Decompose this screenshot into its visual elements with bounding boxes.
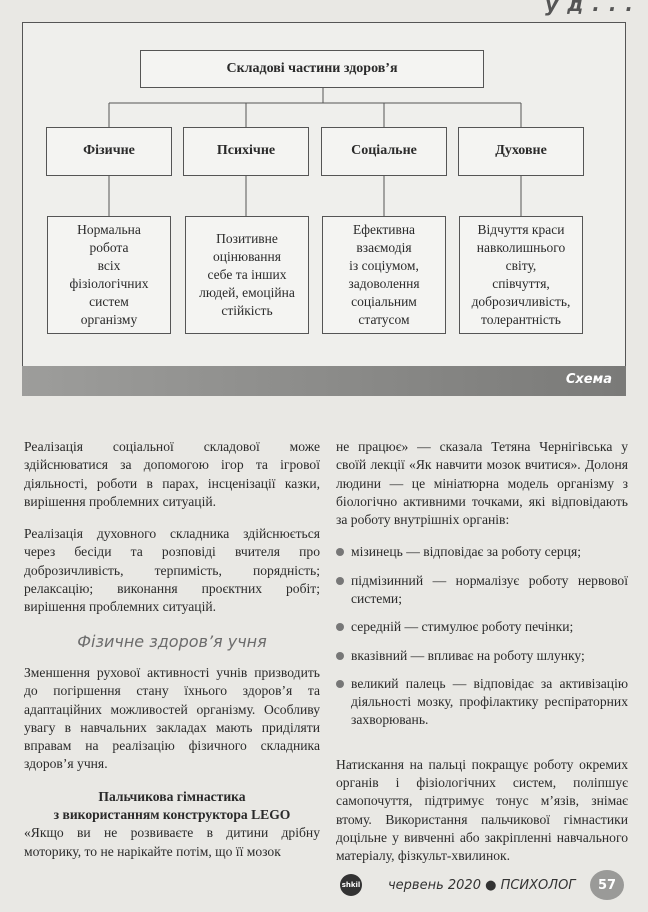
footer-issue: червень 2020 ● ПСИХОЛОГ <box>388 878 576 893</box>
diagram-title-box: Складові частини здоров’я <box>140 50 484 88</box>
header-fragment: у д . . . <box>545 0 634 16</box>
desc-line: фізіологічних <box>69 276 149 291</box>
desc-line: Нормальна <box>77 222 141 238</box>
right-column <box>336 438 628 879</box>
section-heading: Фізичне здоров’я учня <box>77 631 267 651</box>
desc-line: стійкість <box>221 302 273 318</box>
desc-line: всіх <box>97 258 121 274</box>
page-number: 57 <box>590 870 624 900</box>
diagram-caption: Схема <box>565 372 612 387</box>
diagram-caption-band <box>22 366 626 396</box>
list-item <box>336 647 628 665</box>
desc-line: із соціумом, <box>349 258 419 274</box>
publisher-logo-icon: shkil <box>340 874 362 896</box>
bullet-dot-icon <box>336 577 344 585</box>
desc-line: систем <box>89 293 129 309</box>
page-footer <box>332 876 628 898</box>
category-social: Соціальне <box>321 127 447 176</box>
paragraph: «Якщо ви не розвиваєте в дитини дрібну моторику, то не нарікайте потім, що її мозок <box>24 825 320 859</box>
paragraph: Реалізація духовного складника здійснюється через бесіди та розповіді вчителя про доброзичливість, терпимість, порядність; релаксацію; виконання проєктних робіт; вирішення проблемних ситуацій. <box>24 526 320 615</box>
bullet-dot-icon <box>336 548 344 556</box>
paragraph: не працює» — сказала Тетяна Чернігівська у своїй лекції «Як навчити мозок вчитися». Долоня людини — це мініатюрна модель організму з біологічно активними точками, які відповідають за роботу внутрішніх органів: <box>336 439 628 528</box>
category-mental: Психічне <box>183 127 309 176</box>
list-item <box>336 572 628 609</box>
desc-line: соціальним <box>351 293 417 309</box>
desc-line: задоволення <box>348 276 420 291</box>
list-item <box>336 675 628 730</box>
desc-line: робота <box>89 240 129 256</box>
subheading-line-2: з використанням конструктора LEGO <box>53 807 291 823</box>
desc-line: Позитивне <box>216 231 278 247</box>
paragraph: Натискання на пальці покращує роботу окремих органів і фізіологічних систем, поліпшує самопочуття, підтримує тонус м’язів, знімає втому. Використання пальчикової гімнастики доцільне у вивченні або закріпленні навчального матеріалу, фізкульт-хвилинок. <box>336 756 628 864</box>
list-item-text: вказівний — впливає на роботу шлунку; <box>351 647 585 663</box>
list-item-text: мізинець — відповідає за роботу серця; <box>351 544 581 560</box>
desc-line: взаємодія <box>356 240 412 256</box>
desc-line: себе та інших <box>207 267 287 283</box>
desc-line: Відчуття краси <box>477 222 565 238</box>
description-social <box>322 216 446 334</box>
left-column <box>24 438 320 875</box>
desc-line: доброзичливість, <box>471 293 571 309</box>
desc-line: співчуття, <box>492 276 550 291</box>
list-item-text: великий палець — відповідає за активізацію діяльності мозку, профілактику респіраторних захворювань. <box>351 675 628 728</box>
bullet-dot-icon <box>336 652 344 660</box>
paragraph: Реалізація соціальної складової може здійснюватися за допомогою ігор та ігрової діяльності, роботи в парах, інсценізації казки, вирішення проблемних ситуацій. <box>24 439 320 509</box>
list-item <box>336 618 628 636</box>
list-item-text: підмізинний — нормалізує роботу нервової системи; <box>351 572 628 606</box>
bullet-dot-icon <box>336 680 344 688</box>
description-physical <box>47 216 171 334</box>
paragraph: Зменшення рухової активності учнів призводить до погіршення стану їхнього здоров’я та адаптаційних можливостей організму. Особливу увагу в навчальних закладах мають приділяти вправам на реалізацію фізичного складника здоров’я учня. <box>24 665 320 772</box>
bullet-dot-icon <box>336 623 344 631</box>
category-physical: Фізичне <box>46 127 172 176</box>
category-spiritual: Духовне <box>458 127 584 176</box>
desc-line: оцінювання <box>213 249 281 265</box>
desc-line: толерантність <box>481 311 561 327</box>
desc-line: світу, <box>505 258 537 274</box>
list-item-text: середній — стимулює роботу печінки; <box>351 619 574 635</box>
desc-line: людей, емоційна <box>199 284 295 300</box>
desc-line: Ефективна <box>352 222 416 238</box>
list-item <box>336 543 628 561</box>
desc-line: організму <box>80 311 138 327</box>
subheading-line-1: Пальчикова гімнастика <box>98 788 246 804</box>
desc-line: статусом <box>358 311 410 327</box>
desc-line: навколишнього <box>476 240 566 256</box>
description-spiritual <box>459 216 583 334</box>
description-mental <box>185 216 309 334</box>
